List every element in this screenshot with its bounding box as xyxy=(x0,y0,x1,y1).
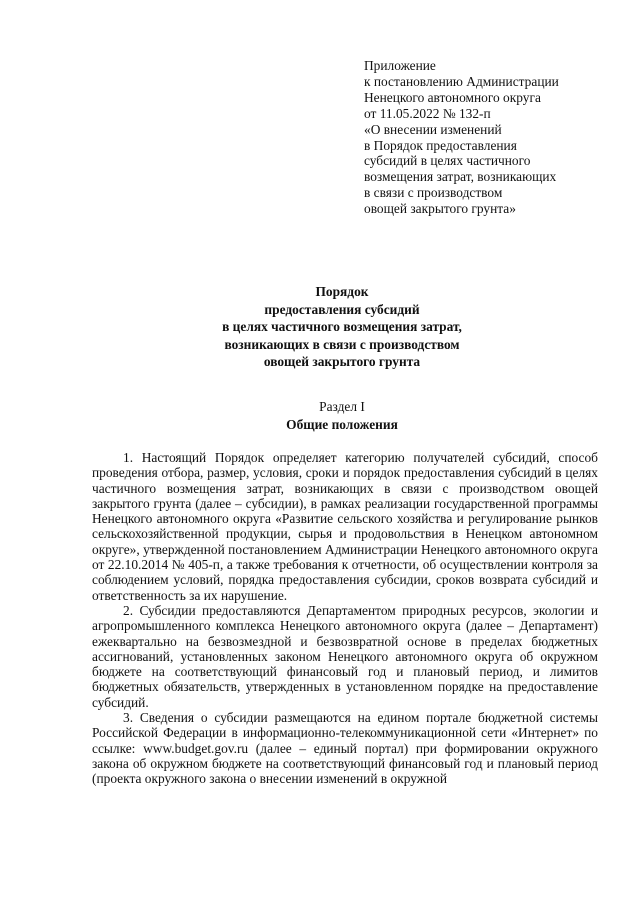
document-title xyxy=(92,283,592,371)
appendix-line: Ненецкого автономного округа xyxy=(364,89,541,105)
body-text xyxy=(92,450,598,787)
appendix-line: от 11.05.2022 № 132-п xyxy=(364,105,491,121)
appendix-header xyxy=(364,58,604,217)
paragraph: 2. Субсидии предоставляются Департаментом природных ресурсов, экологии и агропромышленного комплекса Ненецкого автономного округа (далее – Департамент) ежеквартально на безвозмездной и безвозвратной основе в пределах бюджетных ассигнований, установленных законом Ненецкого автономного округа об окружном бюджете на соответствующий финансовый год и плановый период, и лимитов бюджетных обязательств, утвержденных в установленном порядке на предоставление субсидий. xyxy=(92,602,598,710)
appendix-line: возмещения затрат, возникающих xyxy=(364,169,557,185)
title-line: в целях частичного возмещения затрат, xyxy=(222,319,462,334)
section-heading xyxy=(92,398,592,433)
title-line: овощей закрытого грунта xyxy=(263,354,421,369)
appendix-line: в Порядок предоставления xyxy=(364,137,517,153)
title-line: Порядок xyxy=(315,284,369,299)
title-line: возникающих в связи с производством xyxy=(224,336,460,352)
appendix-line: «О внесении изменений xyxy=(364,121,502,137)
title-line: предоставления субсидий xyxy=(264,301,420,317)
section-name: Общие положения xyxy=(286,416,398,432)
section-number: Раздел I xyxy=(319,399,365,414)
appendix-line: в связи с производством xyxy=(364,185,503,201)
appendix-line: к постановлению Администрации xyxy=(364,73,559,89)
appendix-line: субсидий в целях частичного xyxy=(364,153,531,169)
appendix-line: овощей закрытого грунта» xyxy=(364,201,516,217)
appendix-line: Приложение xyxy=(364,58,436,73)
paragraph: 3. Сведения о субсидии размещаются на едином портале бюджетной системы Российской Федерации в информационно-телекоммуникационной сети «Интернет» по ссылке: www.budget.gov.ru (далее – единый портал) при формировании окружного закона об окружном бюджете на соответствующий финансовый год и плановый период (проекта окружного закона о внесении изменений в окружной xyxy=(92,710,598,787)
paragraph: 1. Настоящий Порядок определяет категорию получателей субсидий, способ проведения отбора, размер, условия, сроки и порядок предоставления субсидий в целях частичного возмещения затрат, возникающих в связи с производством овощей закрытого грунта (далее – субсидии), в рамках реализации государственной программы Ненецкого автономного округа «Развитие сельского хозяйства и регулирование рынков сельскохозяйственной продукции, сырья и продовольствия в Ненецком автономном округе», утвержденной постановлением Администрации Ненецкого автономного округа от 22.10.2014 № 405-п, а также требования к отчетности, об осуществлении контроля за соблюдением условий, порядка предоставления субсидии, сроков возврата субсидий и ответственность за их нарушение. xyxy=(92,450,598,603)
